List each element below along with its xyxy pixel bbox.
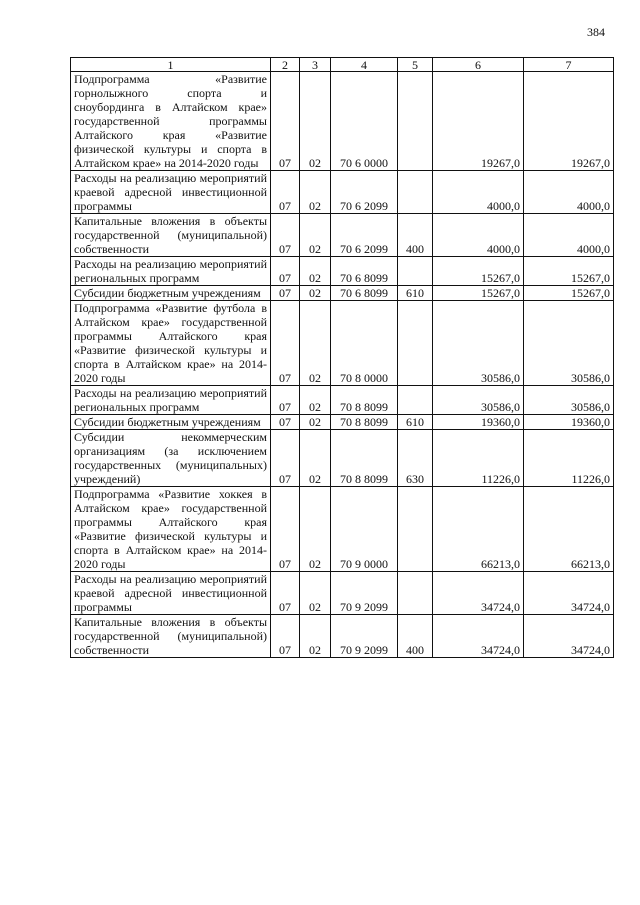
row-subsection: 02 <box>300 487 331 572</box>
row-type <box>398 72 433 171</box>
table-row <box>71 301 614 386</box>
table-row <box>71 415 614 430</box>
table-row <box>71 386 614 415</box>
row-name: Субсидии бюджетным учреждениям <box>71 286 271 301</box>
row-name: Расходы на реализацию мероприятий региональных программ <box>71 386 271 415</box>
row-value-7: 34724,0 <box>524 615 614 658</box>
row-value-6: 19267,0 <box>433 72 524 171</box>
row-value-6: 34724,0 <box>433 572 524 615</box>
row-value-7: 66213,0 <box>524 487 614 572</box>
row-value-6: 30586,0 <box>433 301 524 386</box>
table-row <box>71 487 614 572</box>
header-row <box>71 58 614 72</box>
row-subsection: 02 <box>300 386 331 415</box>
row-name: Подпрограмма «Развитие хоккея в Алтайском крае» государственной программы Алтайского края «Развитие физической культуры и спорта в Алтайском крае» на 2014-2020 годы <box>71 487 271 572</box>
col-header-6: 6 <box>433 58 524 72</box>
row-type <box>398 386 433 415</box>
row-section: 07 <box>271 572 300 615</box>
row-section: 07 <box>271 286 300 301</box>
row-subsection: 02 <box>300 430 331 487</box>
row-name: Капитальные вложения в объекты государственной (муниципальной) собственности <box>71 214 271 257</box>
row-subsection: 02 <box>300 171 331 214</box>
row-code: 70 8 8099 <box>331 386 398 415</box>
row-subsection: 02 <box>300 301 331 386</box>
row-section: 07 <box>271 415 300 430</box>
row-value-7: 15267,0 <box>524 257 614 286</box>
row-value-6: 30586,0 <box>433 386 524 415</box>
row-type <box>398 171 433 214</box>
row-type <box>398 257 433 286</box>
row-value-7: 34724,0 <box>524 572 614 615</box>
row-value-7: 19360,0 <box>524 415 614 430</box>
row-value-7: 30586,0 <box>524 301 614 386</box>
row-value-7: 4000,0 <box>524 171 614 214</box>
row-value-6: 34724,0 <box>433 615 524 658</box>
row-value-7: 11226,0 <box>524 430 614 487</box>
row-code: 70 8 8099 <box>331 415 398 430</box>
page-number: 384 <box>587 25 605 39</box>
row-value-6: 15267,0 <box>433 257 524 286</box>
row-name: Расходы на реализацию мероприятий региональных программ <box>71 257 271 286</box>
row-code: 70 6 8099 <box>331 286 398 301</box>
row-type <box>398 572 433 615</box>
row-code: 70 8 8099 <box>331 430 398 487</box>
row-subsection: 02 <box>300 214 331 257</box>
row-code: 70 6 2099 <box>331 171 398 214</box>
row-subsection: 02 <box>300 415 331 430</box>
table-row <box>71 572 614 615</box>
table-row <box>71 171 614 214</box>
row-code: 70 6 2099 <box>331 214 398 257</box>
row-type: 610 <box>398 415 433 430</box>
table-row <box>71 257 614 286</box>
row-code: 70 9 0000 <box>331 487 398 572</box>
row-code: 70 6 8099 <box>331 257 398 286</box>
row-value-6: 11226,0 <box>433 430 524 487</box>
row-type: 610 <box>398 286 433 301</box>
row-name: Расходы на реализацию мероприятий краевой адресной инвестиционной программы <box>71 171 271 214</box>
row-section: 07 <box>271 430 300 487</box>
table-row <box>71 430 614 487</box>
row-name: Капитальные вложения в объекты государственной (муниципальной) собственности <box>71 615 271 658</box>
row-value-7: 30586,0 <box>524 386 614 415</box>
row-value-6: 19360,0 <box>433 415 524 430</box>
row-code: 70 9 2099 <box>331 572 398 615</box>
col-header-7: 7 <box>524 58 614 72</box>
row-code: 70 9 2099 <box>331 615 398 658</box>
col-header-3: 3 <box>300 58 331 72</box>
row-type <box>398 301 433 386</box>
table-row <box>71 214 614 257</box>
row-value-6: 66213,0 <box>433 487 524 572</box>
row-name: Субсидии бюджетным учреждениям <box>71 415 271 430</box>
row-type: 400 <box>398 615 433 658</box>
row-value-6: 4000,0 <box>433 171 524 214</box>
col-header-4: 4 <box>331 58 398 72</box>
col-header-1: 1 <box>71 58 271 72</box>
row-type: 630 <box>398 430 433 487</box>
row-value-6: 4000,0 <box>433 214 524 257</box>
row-section: 07 <box>271 301 300 386</box>
row-value-7: 4000,0 <box>524 214 614 257</box>
col-header-5: 5 <box>398 58 433 72</box>
row-subsection: 02 <box>300 72 331 171</box>
row-section: 07 <box>271 257 300 286</box>
row-subsection: 02 <box>300 615 331 658</box>
row-subsection: 02 <box>300 257 331 286</box>
table-row <box>71 286 614 301</box>
row-section: 07 <box>271 171 300 214</box>
row-name: Субсидии некоммерческим организациям (за исключением государственных (муниципальных) учреждений) <box>71 430 271 487</box>
row-value-7: 15267,0 <box>524 286 614 301</box>
row-section: 07 <box>271 615 300 658</box>
row-section: 07 <box>271 72 300 171</box>
row-type: 400 <box>398 214 433 257</box>
budget-table <box>70 57 614 658</box>
row-value-6: 15267,0 <box>433 286 524 301</box>
row-name: Расходы на реализацию мероприятий краевой адресной инвестиционной программы <box>71 572 271 615</box>
row-name: Подпрограмма «Развитие футбола в Алтайском крае» государственной программы Алтайского края «Развитие физической культуры и спорта в Алтайском крае» на 2014-2020 годы <box>71 301 271 386</box>
table-row <box>71 72 614 171</box>
row-section: 07 <box>271 386 300 415</box>
table-row <box>71 615 614 658</box>
row-subsection: 02 <box>300 572 331 615</box>
row-type <box>398 487 433 572</box>
row-section: 07 <box>271 214 300 257</box>
row-subsection: 02 <box>300 286 331 301</box>
row-value-7: 19267,0 <box>524 72 614 171</box>
col-header-2: 2 <box>271 58 300 72</box>
row-section: 07 <box>271 487 300 572</box>
row-code: 70 6 0000 <box>331 72 398 171</box>
row-code: 70 8 0000 <box>331 301 398 386</box>
row-name: Подпрограмма «Развитие горнолыжного спорта и сноубординга в Алтайском крае» государственной программы Алтайского края «Развитие физической культуры и спорта в Алтайском крае» на 2014-2020 годы <box>71 72 271 171</box>
